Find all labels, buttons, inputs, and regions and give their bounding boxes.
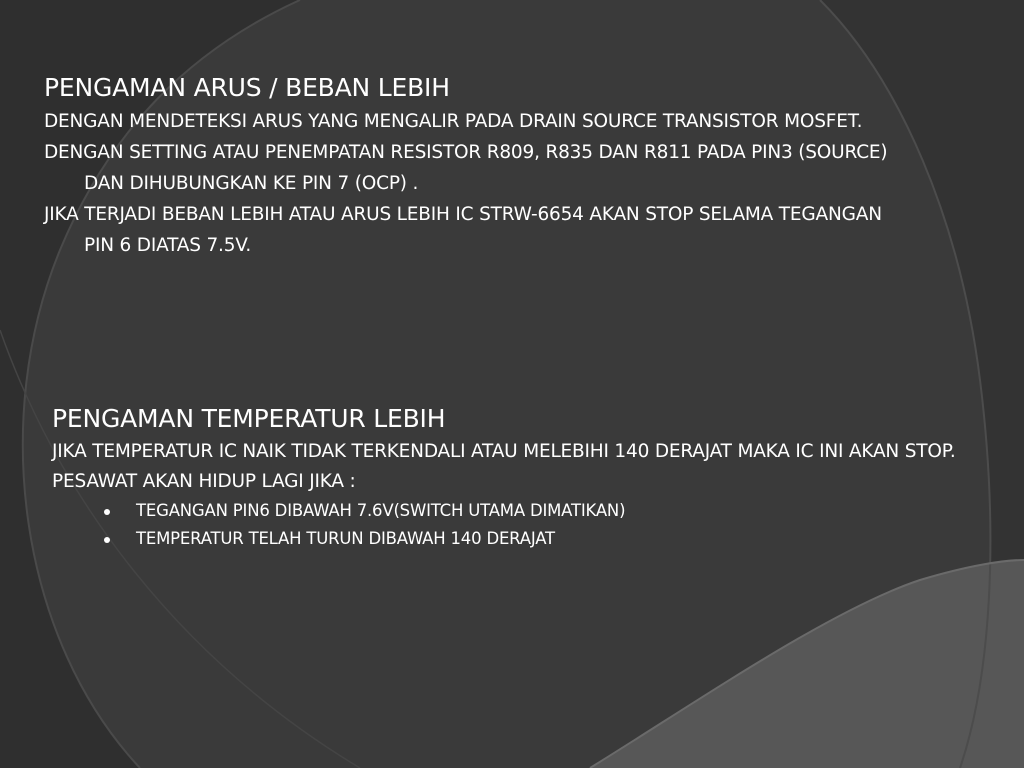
list-item [52, 497, 992, 525]
paragraph-overcurrent-2: DENGAN SETTING ATAU PENEMPATAN RESISTOR R809, R835 DAN R811 PADA PIN3 (SOURCE) DAN DIHUBUNGKAN KE PIN 7 (OCP) . [44, 142, 888, 194]
condition-list [52, 497, 992, 553]
section-overtemperature [52, 401, 992, 553]
paragraph-overcurrent-1: DENGAN MENDETEKSI ARUS YANG MENGALIR PADA DRAIN SOURCE TRANSISTOR MOSFET. [44, 111, 863, 132]
list-item [52, 525, 992, 553]
paragraph-overcurrent-3: JIKA TERJADI BEBAN LEBIH ATAU ARUS LEBIH IC STRW-6654 AKAN STOP SELAMA TEGANGAN PIN 6 DIATAS 7.5V. [44, 204, 882, 256]
bullet-dot-icon [104, 509, 110, 515]
paragraph-overtemperature-1: JIKA TEMPERATUR IC NAIK TIDAK TERKENDALI ATAU MELEBIHI 140 DERAJAT MAKA IC INI AKAN STOP. [52, 441, 956, 462]
list-item-text: TEGANGAN PIN6 DIBAWAH 7.6V(SWITCH UTAMA DIMATIKAN) [136, 501, 626, 520]
list-item-text: TEMPERATUR TELAH TURUN DIBAWAH 140 DERAJAT [136, 529, 555, 548]
section-heading-overcurrent: PENGAMAN ARUS / BEBAN LEBIH [44, 73, 450, 102]
section-overcurrent [44, 70, 914, 261]
bullet-dot-icon [104, 537, 110, 543]
background-arc-shape-bottom-right [590, 560, 1024, 768]
paragraph-overtemperature-2: PESAWAT AKAN HIDUP LAGI JIKA : [52, 471, 356, 492]
section-heading-overtemperature: PENGAMAN TEMPERATUR LEBIH [52, 404, 446, 433]
